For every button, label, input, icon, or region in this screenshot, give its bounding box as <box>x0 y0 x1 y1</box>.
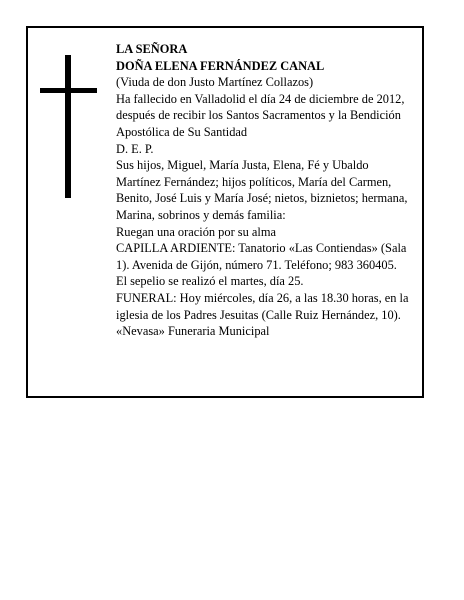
funeral-paragraph: FUNERAL: Hoy miércoles, día 26, a las 18.30 horas, en la iglesia de los Padres Jesuitas (Calle Ruiz Hernández, 10). <box>116 290 409 322</box>
funeral-home-line: «Nevasa» Funeraria Municipal <box>116 324 270 339</box>
rip-line: D. E. P. <box>116 141 154 156</box>
notice-title: LA SEÑORA <box>116 42 188 56</box>
widow-line: (Viuda de don Justo Martínez Collazos) <box>116 75 314 90</box>
chapel-paragraph: CAPILLA ARDIENTE: Tanatorio «Las Contiendas» (Sala 1). Avenida de Gijón, número 71. Teléfono; 983 360405. <box>116 241 407 272</box>
prayer-line: Ruegan una oración por su alma <box>116 224 276 239</box>
burial-line: El sepelio se realizó el martes, día 25. <box>116 274 304 289</box>
cross-horizontal-bar <box>40 88 97 93</box>
notice-text <box>116 41 416 340</box>
deceased-name: DOÑA ELENA FERNÁNDEZ CANAL <box>116 58 325 73</box>
obituary-notice <box>26 26 424 398</box>
cross-vertical-bar <box>65 55 71 198</box>
death-paragraph: Ha fallecido en Valladolid el día 24 de diciembre de 2012, después de recibir los Santos Sacramentos y la Bendición Apostólica de Su Santidad <box>116 91 405 139</box>
latin-cross-icon <box>40 55 100 198</box>
family-paragraph: Sus hijos, Miguel, María Justa, Elena, Fé y Ubaldo Martínez Fernández; hijos políticos, María del Carmen, Benito, José Luis y María José; nietos, biznietos; hermana, Marina, sobrinos y demás familia: <box>116 158 408 222</box>
